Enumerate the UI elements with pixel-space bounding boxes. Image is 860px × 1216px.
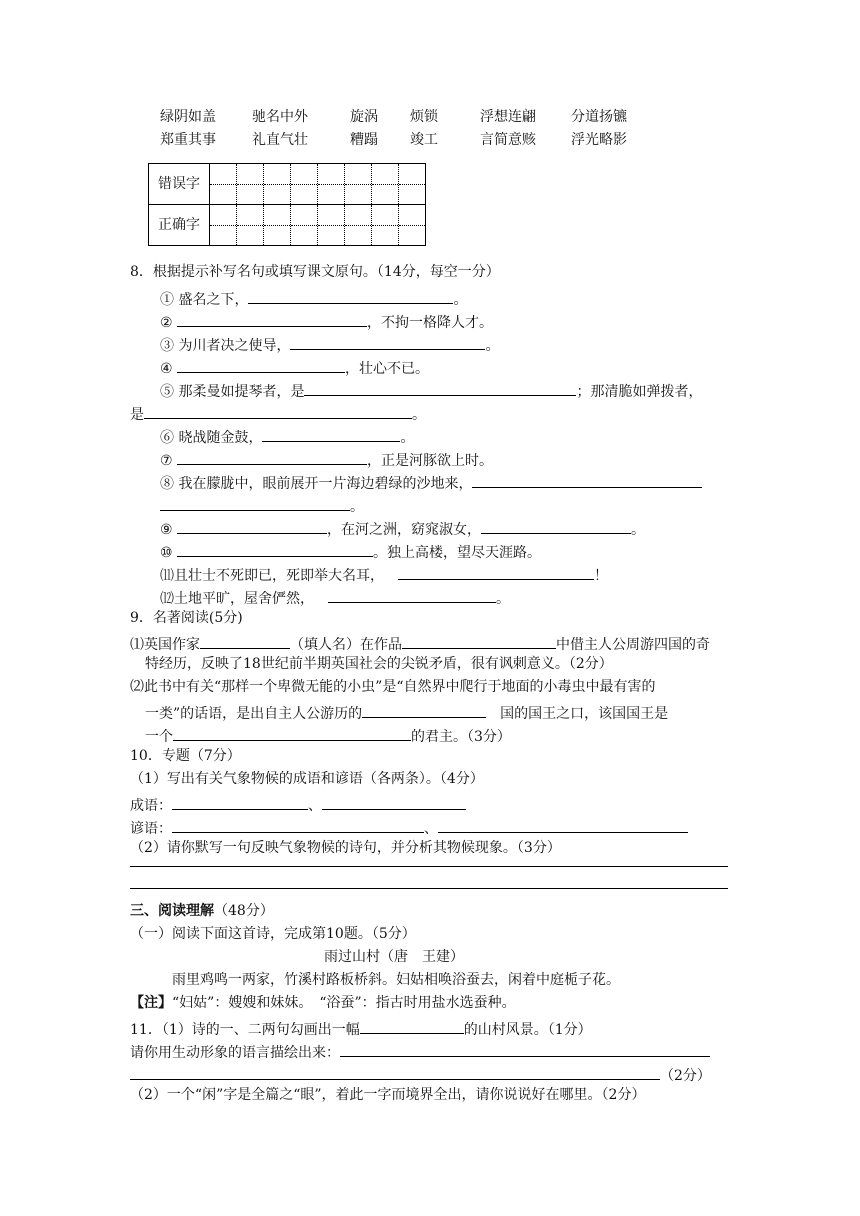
prompt-text: ，在河之洲，窈窕淑女， xyxy=(327,522,482,538)
word: 旋涡 xyxy=(350,109,378,125)
answer-blank[interactable] xyxy=(398,565,594,580)
word: 浮光略影 xyxy=(571,132,627,148)
answer-blank[interactable] xyxy=(172,795,308,810)
word: 烦锁 xyxy=(410,109,438,125)
answer-blank[interactable] xyxy=(177,450,367,465)
q11-describe xyxy=(130,1042,710,1060)
q8-line-5 xyxy=(160,381,702,399)
answer-blank[interactable] xyxy=(144,404,412,419)
punct: 、 xyxy=(424,821,438,837)
answer-blank[interactable] xyxy=(177,312,367,327)
prompt-text: ⑾且壮士不死即已，死即举大名耳， xyxy=(160,568,384,584)
prompt-text: 一类”的话语，是出自主人公游历的 xyxy=(145,706,363,722)
prompt-text: 成语： xyxy=(130,798,172,814)
prompt-text: ⑥ 晓战随金鼓， xyxy=(160,430,263,446)
prompt-text: 请你用生动形象的语言描绘出来： xyxy=(130,1045,340,1061)
correct-char-label: 正确字 xyxy=(149,205,210,246)
punct: 。 xyxy=(350,499,364,515)
q11-describe-cont xyxy=(130,1065,711,1083)
answer-blank[interactable] xyxy=(290,335,485,350)
prompt-text: 11．（1）诗的一、二两句勾画出一幅 xyxy=(130,1022,360,1038)
answer-line[interactable] xyxy=(130,888,728,889)
answer-blank[interactable] xyxy=(177,358,345,373)
q9-part1 xyxy=(130,634,710,652)
q10-chengyu-line xyxy=(130,795,466,813)
word: 言简意赅 xyxy=(480,132,536,148)
q8-line-4 xyxy=(160,358,429,376)
answer-blank[interactable] xyxy=(262,427,400,442)
note-tag: 【注】 xyxy=(130,995,172,1011)
word: 绿阴如盖 xyxy=(160,109,216,125)
q11-part2: （2）一个“闲”字是全篇之“眼”，着此一字而境界全出，请你说说好在哪里。（2分） xyxy=(130,1087,646,1103)
section3-heading xyxy=(130,904,274,918)
answer-blank[interactable] xyxy=(438,818,688,833)
prompt-text: ③ 为川者决之使导， xyxy=(160,338,291,354)
q8-line-9 xyxy=(160,519,645,537)
answer-cell[interactable] xyxy=(291,164,318,205)
punct: ！ xyxy=(594,568,608,584)
answer-blank[interactable] xyxy=(248,289,453,304)
answer-cell[interactable] xyxy=(210,205,237,246)
prompt-text: ⑦ xyxy=(160,453,178,469)
answer-blank[interactable] xyxy=(472,473,702,488)
q10-title: 10．专题（7分） xyxy=(130,748,241,764)
answer-blank[interactable] xyxy=(177,542,373,557)
poem-note xyxy=(130,996,516,1010)
answer-blank[interactable] xyxy=(200,634,290,649)
punct: 、 xyxy=(308,798,322,814)
q10-sub2: （2）请你默写一句反映气象物候的诗句，并分析其物候现象。（3分） xyxy=(130,840,561,856)
q8-line-3 xyxy=(160,335,499,353)
q8-line-8 xyxy=(160,473,702,491)
q9-part2: ⑵此书中有关“那样一个卑微无能的小虫”是“自然界中爬行于地面的小毒虫中最有害的 xyxy=(130,679,656,695)
prompt-text: ⑩ xyxy=(160,545,178,561)
answer-cell[interactable] xyxy=(318,164,345,205)
answer-cell[interactable] xyxy=(237,164,264,205)
answer-blank[interactable] xyxy=(328,588,496,603)
prompt-text: （2分） xyxy=(660,1068,711,1084)
punct: 。 xyxy=(485,338,500,354)
answer-cell[interactable] xyxy=(399,205,426,246)
q9-part1b: 特经历，反映了18世纪前半期英国社会的尖锐矛盾，很有讽刺意义。（2分） xyxy=(145,656,613,672)
q8-line-6 xyxy=(160,427,414,445)
q11-part1 xyxy=(130,1019,592,1037)
prompt-text: 一个 xyxy=(145,729,173,745)
q8-line-11 xyxy=(160,565,608,583)
punct: 。 xyxy=(453,292,468,308)
punct: 。 xyxy=(412,407,426,423)
answer-blank[interactable] xyxy=(362,703,486,718)
answer-blank[interactable] xyxy=(360,1019,464,1034)
q9-title: 9．名著阅读(5分) xyxy=(130,610,243,626)
q9-part2b xyxy=(145,703,668,721)
prompt-text: ④ xyxy=(160,361,178,377)
correction-table xyxy=(148,163,426,246)
prompt-text: ⑤ 那柔曼如提琴者，是 xyxy=(160,384,305,400)
section-score: （48分） xyxy=(214,903,274,919)
answer-blank[interactable] xyxy=(172,818,424,833)
prompt-text: 国的国王之口，该国国王是 xyxy=(500,706,669,722)
q10-sub1: （1）写出有关气象物候的成语和谚语（各两条）。（4分） xyxy=(130,771,484,787)
wrong-char-label: 错误字 xyxy=(149,164,210,205)
prompt-text: 。独上高楼，望尽天涯路。 xyxy=(373,545,542,561)
answer-blank[interactable] xyxy=(481,519,631,534)
prompt-text: ⑿土地平旷，屋舍俨然， xyxy=(160,591,314,607)
prompt-text: 谚语： xyxy=(130,821,172,837)
reading-intro: （一）阅读下面这首诗，完成第10题。（5分） xyxy=(130,926,416,942)
word: 糟蹋 xyxy=(350,132,378,148)
q10-yanyu-line xyxy=(130,818,688,836)
answer-blank[interactable] xyxy=(173,726,411,741)
prompt-text: ⑧ 我在朦胧中，眼前展开一片海边碧绿的沙地来， xyxy=(160,476,473,492)
prompt-text: 中借主人公周游四国的奇 xyxy=(556,637,710,653)
prompt-text: ① 盛名之下， xyxy=(160,292,249,308)
punct: 。 xyxy=(631,522,646,538)
answer-blank[interactable] xyxy=(402,634,556,649)
prompt-text: ，正是河豚欲上时。 xyxy=(367,453,494,469)
q8-line-5b xyxy=(130,404,426,422)
q8-line-2 xyxy=(160,312,493,330)
punct: 。 xyxy=(400,430,415,446)
prompt-text: 是 xyxy=(130,407,144,423)
answer-blank[interactable] xyxy=(130,1065,660,1080)
q8-line-1 xyxy=(160,289,467,307)
prompt-text: 的君主。（3分） xyxy=(411,729,511,745)
word: 浮想连翩 xyxy=(480,109,536,125)
note-text: “妇姑”：嫂嫂和妹妹。 “浴蚕”：指古时用盐水选蚕种。 xyxy=(172,995,516,1011)
answer-cell[interactable] xyxy=(345,205,372,246)
prompt-text: ⑴英国作家 xyxy=(130,637,200,653)
answer-cell[interactable] xyxy=(372,205,399,246)
word: 礼直气壮 xyxy=(252,132,308,148)
answer-cell[interactable] xyxy=(264,164,291,205)
answer-cell[interactable] xyxy=(237,205,264,246)
word: 郑重其事 xyxy=(160,132,216,148)
prompt-text: ② xyxy=(160,315,178,331)
answer-cell[interactable] xyxy=(264,205,291,246)
prompt-text: ，壮心不已。 xyxy=(345,361,430,377)
answer-line[interactable] xyxy=(130,866,728,867)
section-title: 三、阅读理解 xyxy=(130,903,214,919)
answer-cell[interactable] xyxy=(345,164,372,205)
answer-cell[interactable] xyxy=(318,205,345,246)
prompt-text: 的山村风景。（1分） xyxy=(463,1022,592,1038)
q8-line-12 xyxy=(160,588,510,606)
q8-line-10 xyxy=(160,542,541,560)
answer-blank[interactable] xyxy=(177,519,327,534)
prompt-text: ；那清脆如弹拨者， xyxy=(576,384,703,400)
answer-cell[interactable] xyxy=(291,205,318,246)
answer-cell[interactable] xyxy=(399,164,426,205)
answer-blank[interactable] xyxy=(322,795,466,810)
q8-line-7 xyxy=(160,450,493,468)
answer-cell[interactable] xyxy=(372,164,399,205)
answer-cell[interactable] xyxy=(210,164,237,205)
q9-part2c xyxy=(145,726,511,744)
word: 驰名中外 xyxy=(252,109,308,125)
punct: 。 xyxy=(496,591,510,607)
word: 竣工 xyxy=(410,132,438,148)
prompt-text: ，不拘一格降人才。 xyxy=(367,315,494,331)
poem-text: 雨里鸡鸣一两家，竹溪村路板桥斜。妇姑相唤浴蚕去，闲着中庭栀子花。 xyxy=(172,972,620,988)
word: 分道扬镳 xyxy=(571,109,627,125)
q8-title: 8．根据提示补写名句或填写课文原句。（14分，每空一分） xyxy=(130,264,500,280)
prompt-text: ⑨ xyxy=(160,522,178,538)
answer-blank[interactable] xyxy=(340,1042,710,1057)
answer-blank[interactable] xyxy=(160,496,350,511)
prompt-text: （填人名）在作品 xyxy=(290,637,402,653)
answer-blank[interactable] xyxy=(304,381,576,396)
q8-line-8b xyxy=(160,496,364,514)
poem-title: 雨过山村（唐 王建） xyxy=(324,949,464,965)
